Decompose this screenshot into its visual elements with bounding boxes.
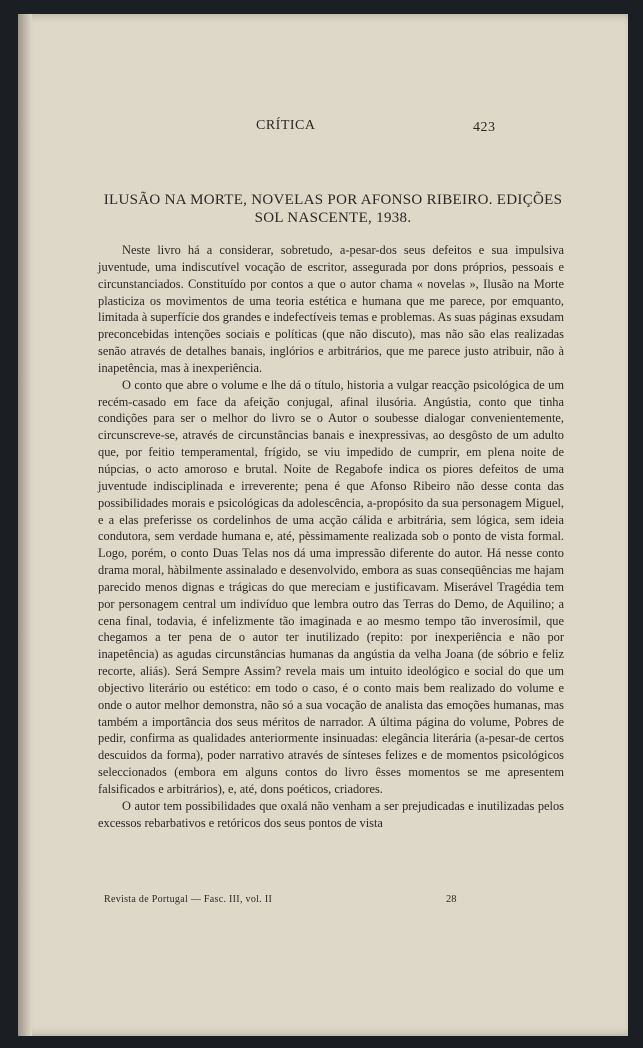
article-body [98,242,564,832]
book-page [18,14,628,1036]
page-gutter [18,14,32,1036]
article-title: ILUSÃO NA MORTE, NOVELAS POR AFONSO RIBEIRO. EDIÇÕES SOL NASCENTE, 1938. [103,192,563,226]
running-head [18,118,628,140]
running-title: CRÍTICA [256,118,316,133]
footer-signature: 28 [446,894,457,905]
paragraph: O conto que abre o volume e lhe dá o título, historia a vulgar reacção psicológica de um recém-casado em face da afeição conjugal, afinal ilusória. Angústia, conto que tinha condições para ser o melhor do livro se o Autor o soubesse dialogar convenientemente, circunscreve-se, através de circunstâncias banais e inexpressivas, ao desgôsto de um adulto que, por feitio temperamental, frígido, se viu impedido de cumprir, em plena noite de núpcias, o acto amoroso e brutal. Noite de Regabofe indica os piores defeitos de uma juventude indisciplinada e irreverente; pena é que Afonso Ribeiro não desse conta das possibilidades morais e psicológicas da adolescência, a-propósito da sua personagem Miguel, e a elas preferisse os cordelinhos de uma acção cálida e arbitrária, sem lógica, sem ideia condutora, sem verdade humana e, até, pèssimamente realizada sob o ponto de vista formal. Logo, porém, o conto Duas Telas nos dá uma impressão diferente do autor. Há nesse conto drama moral, hàbilmente assinalado e desenvolvido, embora as suas conseqüências me hajam parecido menos dignas e trágicas do que mereciam e justificavam. Miserável Tragédia tem por personagem central um indivíduo que lembra outro das Terras do Demo, de Aquilino; a cena final, todavia, é infelizmente tão imaginada e ao mesmo tempo tão inverosímil, que chegamos a ter pena de o autor ter inutilizado (repito: por inexperiência e não por inapetência) as agudas circunstâncias humanas da angústia da velha Joana (de sóbrio e feliz recorte, aliás). Será Sempre Assim? revela mais um intuito ideológico e social do que um objectivo literário ou estético: em todo o caso, é o conto mais bem realizado do volume e onde o autor melhor demonstra, não só a sua vocação de analista das emoções humanas, mas também a importância dos seus méritos de narrador. A última página do volume, Pobres de pedir, confirma as qualidades anteriormente insinuadas: elegância literária (a-pesar-de certos descuidos da forma), poder narrativo através de sínteses felizes e de momentos psicológicos seleccionados (embora em alguns contos do livro êsses momentos se me apresentem falsificados e arbitrários), e, até, dons poéticos, criadores. [98,377,564,796]
paragraph: Neste livro há a considerar, sobretudo, a-pesar-dos seus defeitos e sua impulsiva juventude, uma indiscutível vocação de escritor, assegurada por dons próprios, pessoais e circunstanciados. Constituído por contos a que o autor chama « novelas », Ilusão na Morte plasticiza os movimentos de uma teoria estética e humana que me parece, por emquanto, limitada à superfície dos grandes e indefectíveis temas e problemas. As suas páginas exsudam preconcebidas intenções sociais e políticas (que não discuto), mas não são elas realizadas senão através de detalhes banais, inglórios e arbitrários, que me parece justo atribuir, não à inapetência, mas à inexperiência. [98,243,564,375]
paragraph: O autor tem possibilidades que oxalá não venham a ser prejudicadas e inutilizadas pelos excessos rebarbativos e retóricos dos seus pontos de vista [98,798,564,830]
page-number: 423 [473,120,496,135]
footer-journal: Revista de Portugal — Fasc. III, vol. II [104,894,273,905]
